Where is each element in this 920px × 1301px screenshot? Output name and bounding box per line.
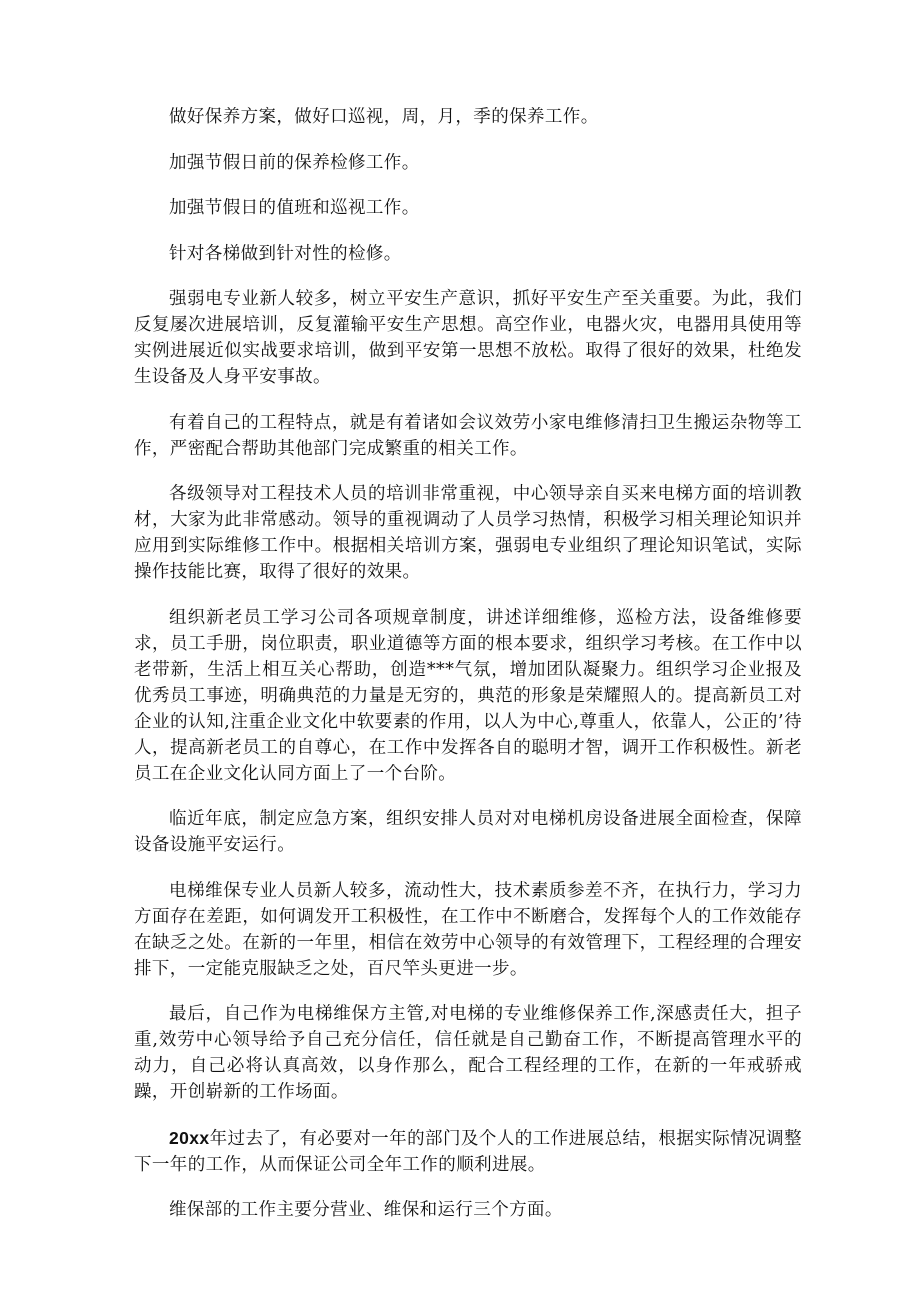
paragraph-targeted-repair: 针对各梯做到针对性的检修。: [169, 243, 402, 264]
paragraph-safety-training: 强弱电专业新人较多，树立平安生产意识，抓好平安生产至关重要。为此，我们反复屡次进展培训，反复灌输平安生产思想。高空作业，电器火灾，电器用具使用等实例进展近似实战要求培训，做到平安第一思想不放松。取得了很好的效果，杜绝发生设备及人身平安事故。: [134, 289, 802, 387]
paragraph-staff-rules: 组织新老员工学习公司各项规章制度，讲述详细维修，巡检方法，设备维修要求，员工手册，岗位职责，职业道德等方面的根本要求，组织学习考核。在工作中以老带新，生活上相互关心帮助，创造***气氛，增加团队凝聚力。组织学习企业报及优秀员工事迹，明确典范的力量是无穷的，典范的形象是荣耀照人的。提高新员工对企业的认知,注重企业文化中软要素的作用，以人为中心,尊重人，依靠人，公正的’待人，提高新老员工的自尊心，在工作中发挥各自的聪明才智，调开工作积极性。新老员工在企业文化认同方面上了一个台阶。: [134, 607, 802, 784]
paragraph-conclusion: 最后，自己作为电梯维保方主管,对电梯的专业维修保养工作,深感责任大，担子重,效劳中心领导给予自己充分信任，信任就是自己勤奋工作，不断提高管理水平的动力，自己必将认真高效，以身作那么，配合工程经理的工作，在新的一年戒骄戒躁，开创崭新的工作场面。: [134, 1004, 802, 1102]
paragraph-year-summary: [134, 1125, 802, 1178]
paragraph-holiday-duty: 加强节假日的值班和巡视工作。: [169, 198, 420, 218]
paragraph-engineering-features: 有着自己的工程特点，就是有着诸如会议效劳小家电维修清扫卫生搬运杂物等工作，严密配合帮助其他部门完成繁重的相关工作。: [134, 412, 802, 459]
document-body: [134, 104, 802, 1243]
paragraph-maintenance-plan: 做好保养方案，做好口巡视，周，月，季的保养工作。: [169, 107, 599, 127]
paragraph-leadership-training: 各级领导对工程技术人员的培训非常重视，中心领导亲自买来电梯方面的培训教材，大家为此非常感动。领导的重视调动了人员学习热情，积极学习相关理论知识并应用到实际维修工作中。根据相关培训方案，强弱电专业组织了理论知识笔试，实际操作技能比赛，取得了很好的效果。: [134, 484, 802, 582]
year-summary-text: 年过去了，有必要对一年的部门及个人的工作进展总结，根据实际情况调整下一年的工作，从而保证公司全年工作的顺利进展。: [134, 1128, 802, 1175]
paragraph-elevator-staff: 电梯维保专业人员新人较多，流动性大，技术素质参差不齐，在执行力，学习力方面存在差距，如何调发开工积极性，在工作中不断磨合，发挥每个人的工作效能存在缺乏之处。在新的一年里，相信在效劳中心领导的有效管理下，工程经理的合理安排下，一定能克服缺乏之处，百尺竿头更进一步。: [134, 880, 802, 979]
paragraph-department-overview: 维保部的工作主要分营业、维保和运行三个方面。: [169, 1200, 563, 1220]
paragraph-year-end-plan: 临近年底，制定应急方案，组织安排人员对对电梯机房设备进展全面检查，保障设备设施平安运行。: [134, 809, 802, 855]
year-lead: 20xx: [169, 1127, 210, 1148]
paragraph-holiday-maintenance: 加强节假日前的保养检修工作。: [169, 152, 420, 173]
